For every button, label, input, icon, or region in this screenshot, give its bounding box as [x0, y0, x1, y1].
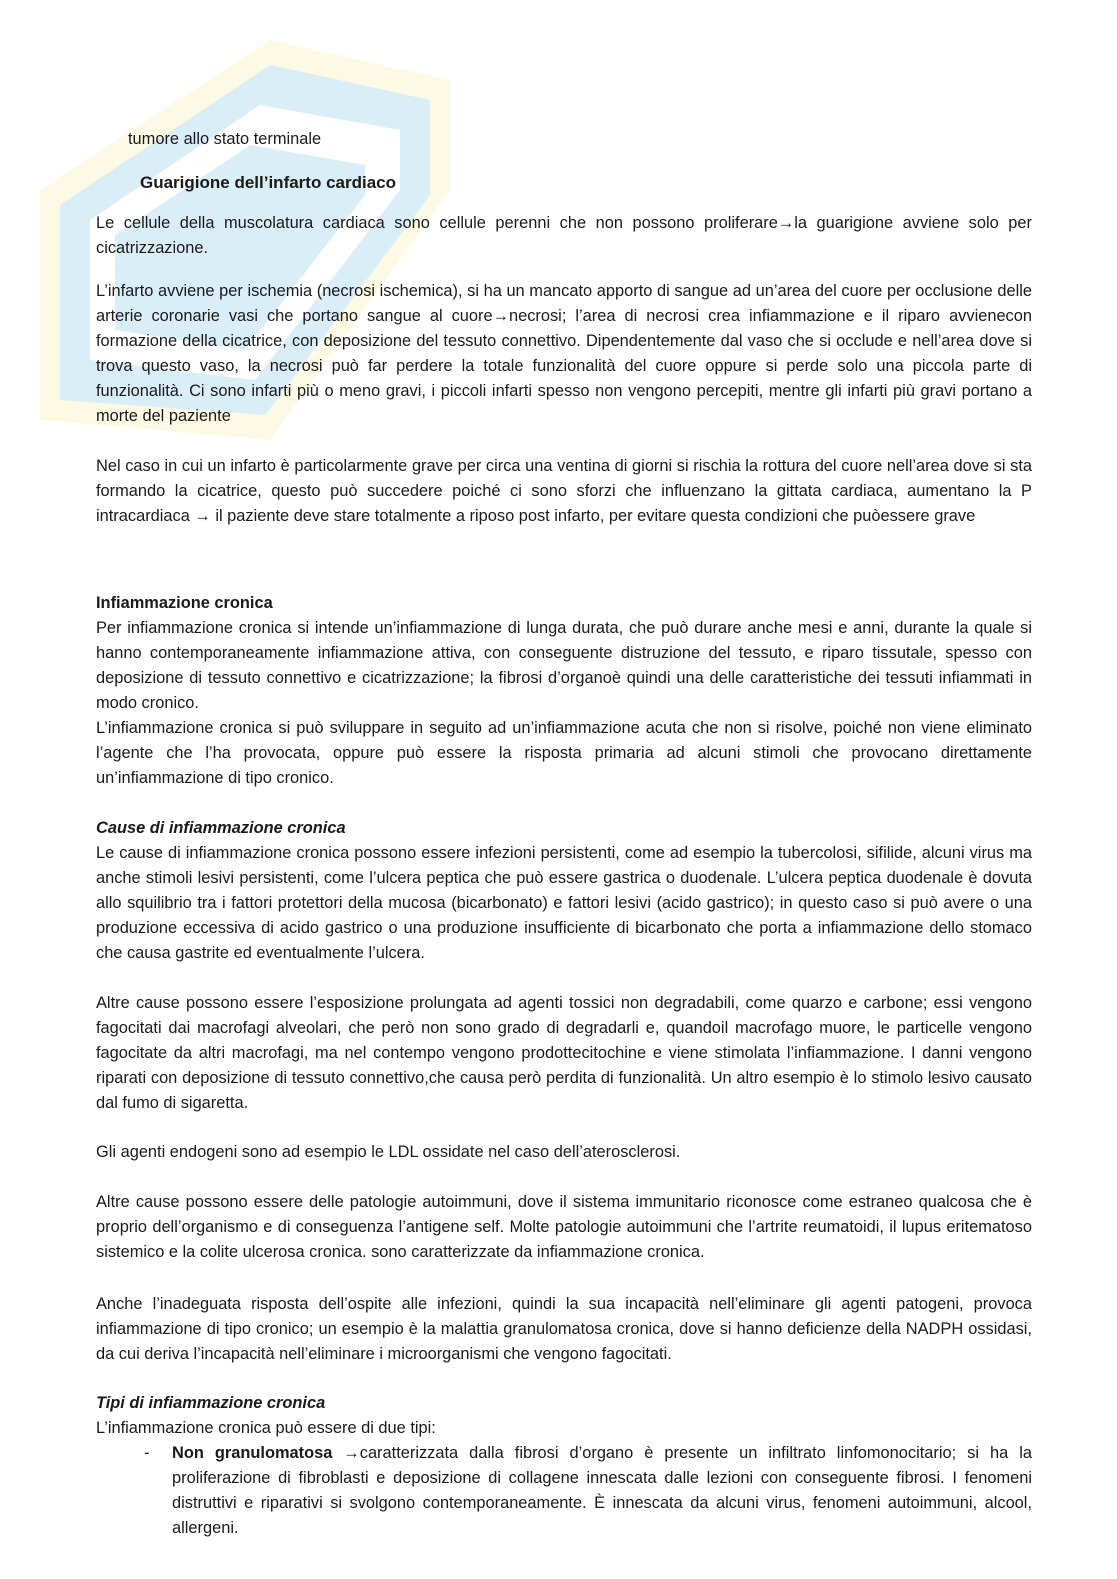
- section-heading-healing: Guarigione dell’infarto cardiaco: [140, 173, 396, 192]
- paragraph: Gli agenti endogeni sono ad esempio le LDL ossidate nel caso dell’aterosclerosi.: [96, 1143, 681, 1161]
- paragraph: Altre cause possono essere l’esposizione prolungata ad agenti tossici non degradabili, come quarzo e carbone; essi vengono fagocitati dai macrofagi alveolari, che però non sono grado di degradarli e, quandoil macrofago muore, le particelle vengono fagocitate da altri macrofagi, ma nel contempo vengono prodottecitochine e viene stimolata l’infiammazione. I danni vengono riparati con deposizione di tessuto connettivo,che causa però perdita di funzionalità. Un altro esempio è lo stimolo lesivo causato dal fumo di sigaretta.: [96, 994, 1032, 1112]
- section-heading-chronic-inflammation: Infiammazione cronica: [96, 594, 273, 612]
- paragraph: Le cause di infiammazione cronica possono essere infezioni persistenti, come ad esempio la tubercolosi, sifilide, alcuni virus ma anche stimoli lesivi persistenti, come l’ulcera peptica che può essere gastrica o duodenale. L’ulcera peptica duodenale è dovuta allo squilibrio tra i fattori protettori della mucosa (bicarbonato) e fattori lesivi (acido gastrico); in questo caso si può avere o una produzione eccessiva di acido gastrico o una produzione insufficiente di bicarbonato che porta a infiammazione dello stomaco che causa gastrite ed eventualmente l’ulcera.: [96, 844, 1032, 962]
- paragraph: L’infiammazione cronica può essere di due tipi:: [96, 1419, 436, 1437]
- paragraph: L’infiammazione cronica si può sviluppare in seguito ad un’infiammazione acuta che non si risolve, poiché non viene eliminato l’agente che l’ha provocata, oppure può essere la risposta primaria ad alcuni stimoli che provocano direttamente un’infiammazione di tipo cronico.: [96, 719, 1032, 787]
- list-item-term: Non granulomatosa →: [172, 1444, 360, 1462]
- paragraph: Anche l’inadeguata risposta dell’ospite alle infezioni, quindi la sua incapacità nell’eliminare gli agenti patogeni, provoca infiammazione di tipo cronico; un esempio è la malattia granulomatosa cronica, dove si hanno deficienze della NADPH ossidasi, da cui deriva l’incapacità nell’eliminare i microorganismi che vengono fagocitati.: [96, 1295, 1032, 1363]
- paragraph: Nel caso in cui un infarto è particolarmente grave per circa una ventina di giorni si rischia la rottura del cuore nell’area dove si sta formando la cicatrice, questo può succedere poiché ci sono sforzi che influenzano la gittata cardiaca, aumentano la P intracardiaca → il paziente deve stare totalmente a riposo post infarto, per evitare questa condizioni che puòessere grave: [96, 457, 1032, 525]
- paragraph: Per infiammazione cronica si intende un’infiammazione di lunga durata, che può durare anche mesi e anni, durante la quale si hanno contemporaneamente infiammazione attiva, con conseguente distruzione del tessuto, e riparo tissutale, spesso con deposizione di tessuto connettivo e cicatrizzazione; la fibrosi d’organoè quindi una delle caratteristiche dei tessuti infiammati in modo cronico.: [96, 619, 1032, 712]
- list-item-text: [172, 1441, 1032, 1541]
- section-heading-causes: Cause di infiammazione cronica: [96, 819, 346, 837]
- continuation-text: tumore allo stato terminale: [128, 130, 322, 148]
- paragraph: Altre cause possono essere delle patologie autoimmuni, dove il sistema immunitario riconosce come estraneo qualcosa che è proprio dell’organismo e di conseguenza l’antigene self. Molte patologie autoimmuni che l’artrite reumatoidi, il lupus eritematoso sistemico e la colite ulcerosa cronica. sono caratterizzate da infiammazione cronica.: [96, 1193, 1032, 1261]
- paragraph: L’infarto avviene per ischemia (necrosi ischemica), si ha un mancato apporto di sangue ad un’area del cuore per occlusione delle arterie coronarie vasi che portano sangue al cuore→necrosi; l’area di necrosi crea infiammazione e il riparo avvienecon formazione della cicatrice, con deposizione del tessuto connettivo. Dipendentemente dal vaso che si occlude e nell’area dove si trova questo vaso, la necrosi può far perdere la totale funzionalità del cuore oppure si perde solo una piccola parte di funzionalità. Ci sono infarti più o meno gravi, i piccoli infarti spesso non vengono percepiti, mentre gli infarti più gravi portano a morte del paziente: [96, 282, 1032, 425]
- section-heading-types: Tipi di infiammazione cronica: [96, 1394, 326, 1412]
- list-item-description: caratterizzata dalla fibrosi d’organo è presente un infiltrato linfomonocitario; si ha la proliferazione di fibroblasti e deposizione di collagene innescata dalle lezioni con conseguente fibrosi. I fenomeni distruttivi e riparativi si svolgono contemporaneamente. È innescata da alcuni virus, fenomeni autoimmuni, alcool, allergeni.: [172, 1444, 1032, 1537]
- list-bullet: -: [144, 1444, 150, 1462]
- paragraph: Le cellule della muscolatura cardiaca sono cellule perenni che non possono proliferare→la guarigione avviene solo per cicatrizzazione.: [96, 214, 1032, 257]
